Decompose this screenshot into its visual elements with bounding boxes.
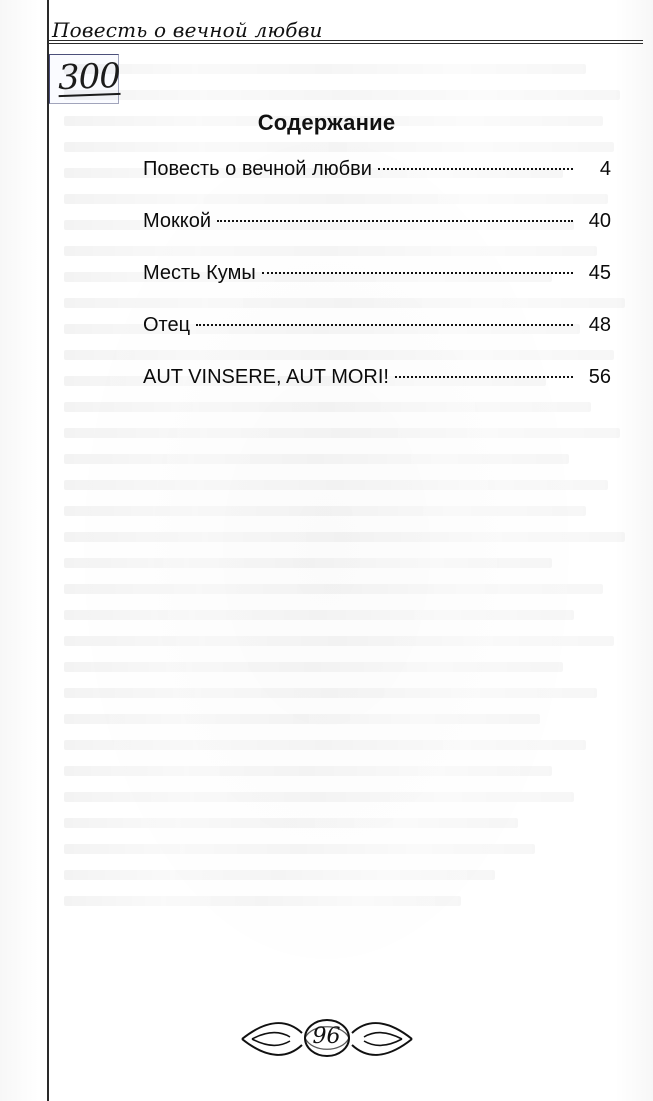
toc-entry-title: Моккой (143, 210, 212, 232)
dot-leader (378, 168, 573, 170)
running-header-title: Повесть о вечной любви (52, 18, 323, 42)
table-of-contents (143, 158, 611, 418)
dot-leader (196, 324, 573, 326)
toc-entry[interactable] (143, 158, 611, 210)
toc-entry-title: Месть Кумы (143, 262, 256, 284)
toc-entry[interactable] (143, 366, 611, 418)
toc-entry-title: Отец (143, 314, 191, 336)
toc-entry-page: 4 (599, 158, 611, 180)
page-footer (0, 1009, 653, 1069)
contents-heading: Содержание (257, 110, 396, 135)
header-rule-top (48, 40, 643, 41)
toc-entry[interactable] (143, 314, 611, 366)
handwritten-number: 300 (57, 55, 121, 99)
dot-leader (262, 272, 573, 274)
toc-entry-page: 48 (588, 314, 611, 336)
library-stamp (49, 54, 119, 104)
toc-entry[interactable] (143, 210, 611, 262)
page-number: 96 (312, 1024, 341, 1049)
dot-leader (217, 220, 573, 222)
toc-entry-title: Повесть о вечной любви (143, 158, 372, 180)
toc-entry-title: AUT VINSERE, AUT MORI! (143, 366, 389, 388)
header-rule-bottom (48, 43, 643, 44)
toc-entry-page: 40 (588, 210, 611, 232)
toc-entry[interactable] (143, 262, 611, 314)
inner-margin-rule (47, 0, 49, 1101)
toc-entry-page: 56 (588, 366, 611, 388)
toc-entry-page: 45 (588, 262, 611, 284)
dot-leader (395, 376, 573, 378)
